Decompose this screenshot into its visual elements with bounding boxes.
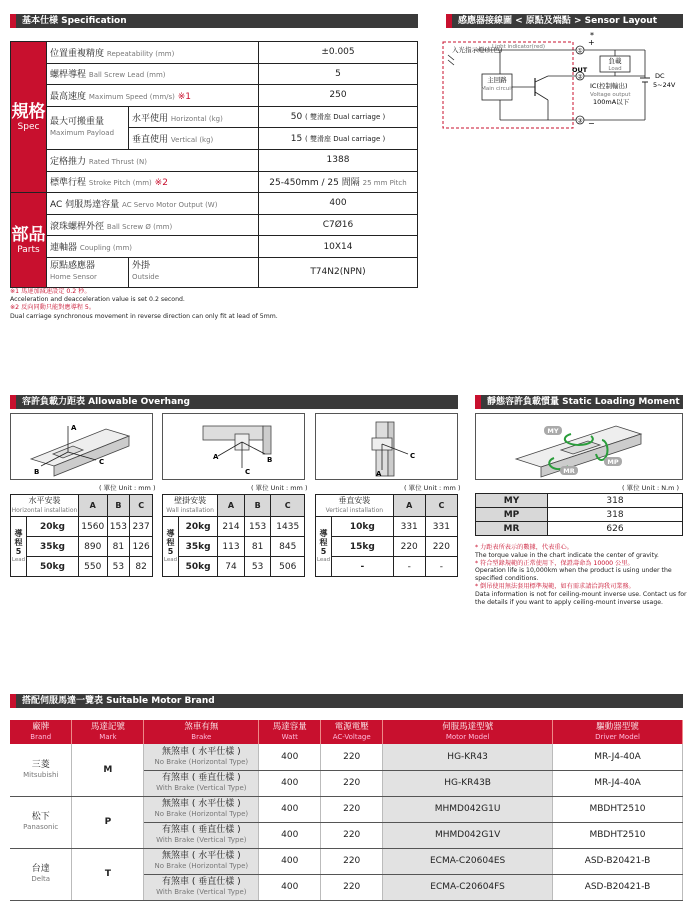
overhang-horizontal-diagram	[10, 413, 153, 480]
driver-model: ASD-B20421-B	[553, 848, 683, 874]
overhang-col-C: C	[271, 495, 305, 517]
overhang-value: 214	[218, 517, 245, 537]
note-2-en: Dual carriage synchronous movement in reverse direction can only fit at lead of 5mm.	[10, 312, 278, 320]
overhang-unit-1: ( 單位 Unit : mm )	[99, 484, 156, 492]
overhang-value: 153	[107, 517, 130, 537]
overhang-wall-header: 壁掛安裝 Wall installation	[163, 495, 218, 517]
motor-watt: 400	[259, 744, 321, 770]
repeatability-value: ±0.005	[258, 42, 417, 64]
light-indicator-en: Light indicator(red)	[492, 44, 545, 50]
motor-model: HG-KR43	[383, 744, 553, 770]
motor-model: HG-KR43B	[383, 770, 553, 796]
svg-text:5~24V: 5~24V	[653, 81, 676, 89]
svg-text:負載: 負載	[608, 57, 622, 65]
spec-section-header: 基本仕様 Specification	[10, 14, 418, 28]
motor-brake: 有煞車 ( 垂直仕樣 ) With Brake (Vertical Type)	[144, 770, 259, 796]
note-1-zh: ※1 馬達加減速設定 0.2 秒。	[10, 288, 91, 295]
svg-text:B: B	[267, 456, 273, 464]
ball-screw-value: C7Ø16	[258, 214, 417, 236]
payload-horizontal-value: 50 ( 雙滑座 Dual carriage )	[258, 106, 417, 128]
spec-side-label	[11, 42, 47, 193]
parts-side-label	[11, 193, 47, 288]
overhang-lead-label: 導程 5 Lead	[11, 517, 27, 577]
overhang-lead-label: 導程 5 Lead	[163, 517, 179, 577]
servo-value: 400	[258, 193, 417, 215]
light-arrows-icon	[448, 55, 454, 65]
motor-volt: 220	[321, 874, 383, 900]
overhang-horizontal-header: 水平安裝 Horizontal installation	[11, 495, 79, 517]
overhang-lead-label: 導程 5 Lead	[316, 517, 332, 577]
main-circuit-en: Main circuit	[481, 86, 513, 92]
light-indicator-label: 入光指示燈(紅色)	[452, 46, 503, 54]
svg-text:C: C	[99, 458, 105, 466]
thrust-label: 定格推力 Rated Thrust (N)	[47, 149, 259, 171]
motor-brake: 無煞車 ( 水平仕樣 ) No Brake (Horizontal Type)	[144, 796, 259, 822]
ball-screw-label: 滾珠螺桿外徑 Ball Screw Ø (mm)	[47, 214, 259, 236]
overhang-value: 506	[271, 557, 305, 577]
overhang-value: 890	[78, 537, 107, 557]
max-speed-label: 最高速度 Maximum Speed (mm/s) ※1	[47, 85, 259, 107]
svg-text:A: A	[71, 424, 77, 432]
motor-model: ECMA-C20604ES	[383, 848, 553, 874]
motor-brake: 有煞車 ( 垂直仕樣 ) With Brake (Vertical Type)	[144, 822, 259, 848]
motor-table	[10, 720, 683, 901]
main-circuit-label: 主回路	[487, 76, 507, 84]
max-speed-value: 250	[258, 85, 417, 107]
svg-text:MP: MP	[607, 458, 619, 466]
static-loading-key: MR	[476, 522, 548, 536]
repeatability-label: 位置重複精度 Repeatability (mm)	[47, 42, 259, 64]
motor-row	[10, 744, 683, 770]
motor-mark: M	[72, 744, 144, 796]
spec-side-en: Spec	[17, 121, 40, 132]
overhang-row	[163, 537, 305, 557]
overhang-value: 331	[393, 517, 425, 537]
motor-section-header: 搭配伺服馬達一覽表 Suitable Motor Brand	[10, 694, 683, 708]
overhang-value: 113	[218, 537, 245, 557]
overhang-row	[163, 557, 305, 577]
driver-model: MBDHT2510	[553, 796, 683, 822]
motor-header-3: 馬達容量 Watt	[259, 720, 321, 744]
payload-horizontal-label: 水平使用 Horizontal (kg)	[129, 106, 259, 128]
overhang-row	[11, 557, 153, 577]
svg-text:①: ①	[577, 47, 583, 55]
overhang-row	[11, 517, 153, 537]
overhang-load: 20kg	[179, 517, 218, 537]
overhang-row	[316, 517, 458, 537]
motor-header-2: 煞車有無 Brake	[144, 720, 259, 744]
overhang-section-header: 容許負載力距表 Allowable Overhang	[10, 395, 458, 409]
overhang-col-A: A	[393, 495, 425, 517]
overhang-value: 331	[425, 517, 457, 537]
overhang-value: 82	[130, 557, 153, 577]
static-loading-value: 626	[548, 522, 683, 536]
svg-text:C: C	[410, 452, 416, 460]
motor-volt: 220	[321, 848, 383, 874]
motor-brand: 三菱 Mitsubishi	[10, 744, 72, 796]
overhang-value: 220	[425, 537, 457, 557]
overhang-value: 237	[130, 517, 153, 537]
motor-volt: 220	[321, 744, 383, 770]
overhang-value: 53	[107, 557, 130, 577]
motor-brake: 無煞車 ( 水平仕樣 ) No Brake (Horizontal Type)	[144, 744, 259, 770]
overhang-row	[11, 537, 153, 557]
coupling-label: 連軸器 Coupling (mm)	[47, 236, 259, 258]
overhang-value: 126	[130, 537, 153, 557]
svg-text:②: ②	[577, 73, 583, 81]
home-sensor-value: T74N2(NPN)	[258, 257, 417, 287]
overhang-value: 550	[78, 557, 107, 577]
svg-text:DC: DC	[655, 72, 665, 80]
overhang-value: 845	[271, 537, 305, 557]
overhang-vertical-diagram	[315, 413, 458, 480]
motor-model: MHMD042G1U	[383, 796, 553, 822]
svg-text:Load: Load	[608, 66, 622, 72]
parts-side-zh: 部品	[11, 224, 46, 245]
stroke-label: 標準行程 Stroke Pitch (mm) ※2	[47, 171, 259, 193]
overhang-horizontal-table	[10, 494, 153, 577]
servo-label: AC 伺服馬達容量 AC Servo Motor Output (W)	[47, 193, 259, 215]
motor-watt: 400	[259, 822, 321, 848]
motor-mark: P	[72, 796, 144, 848]
static-loading-header: 靜態容許負載慣量 Static Loading Moment	[475, 395, 683, 409]
motor-watt: 400	[259, 874, 321, 900]
svg-text:MY: MY	[547, 427, 559, 435]
svg-text:A: A	[376, 470, 382, 478]
note-1-en: Acceleration and deacceleration value is set 0.2 second.	[10, 296, 185, 304]
static-loading-value: 318	[548, 494, 683, 508]
motor-row	[10, 796, 683, 822]
static-loading-row	[476, 508, 683, 522]
motor-watt: 400	[259, 848, 321, 874]
wiring-section-header: 感應器接線圖 < 原點及端點 > Sensor Layout	[446, 14, 683, 28]
overhang-vertical-table	[315, 494, 458, 577]
overhang-value: 74	[218, 557, 245, 577]
overhang-value: 153	[244, 517, 271, 537]
motor-model: MHMD042G1V	[383, 822, 553, 848]
motor-row	[10, 848, 683, 874]
motor-brake: 有煞車 ( 垂直仕樣 ) With Brake (Vertical Type)	[144, 874, 259, 900]
motor-brand: 松下 Panasonic	[10, 796, 72, 848]
stroke-value: 25-450mm / 25 間隔 25 mm Pitch	[258, 171, 417, 193]
overhang-value: 53	[244, 557, 271, 577]
overhang-load: 10kg	[332, 517, 394, 537]
sensor-wiring-diagram	[440, 30, 684, 135]
overhang-load: 35kg	[179, 537, 218, 557]
motor-header-6: 驅動器型號 Driver Model	[553, 720, 683, 744]
overhang-value: 81	[244, 537, 271, 557]
spec-notes	[10, 288, 430, 321]
motor-brake: 無煞車 ( 水平仕樣 ) No Brake (Horizontal Type)	[144, 848, 259, 874]
overhang-col-C: C	[425, 495, 457, 517]
spec-table	[10, 41, 418, 288]
overhang-load: -	[332, 557, 394, 577]
screw-lead-value: 5	[258, 63, 417, 85]
motor-volt: 220	[321, 822, 383, 848]
motor-header-5: 伺服馬達型號 Motor Model	[383, 720, 553, 744]
home-sensor-sub: 外掛 Outside	[129, 257, 259, 287]
driver-model: MR-J4-40A	[553, 770, 683, 796]
static-loading-value: 318	[548, 508, 683, 522]
static-loading-notes: * 力距表所表示的數據，代表重心。 The torque value in the chart indicate the center of gravity. * 符合型錄規範的正常使用下，保證壽命為 10000 公里。 Operation life is 10,000km when the product is using under the specified conditions. * 倒吊使用無法套用標準規範，如有需求請洽詢我司業務。 Data information is not for ceiling-mount inverse use. Contact us for the details if you want to apply ceiling-mount inverse usage.	[475, 544, 687, 606]
static-loading-key: MP	[476, 508, 548, 522]
driver-model: ASD-B20421-B	[553, 874, 683, 900]
static-loading-row	[476, 522, 683, 536]
note-2-zh: ※2 反向同動只能對應導程 5。	[10, 304, 96, 312]
driver-model: MR-J4-40A	[553, 744, 683, 770]
payload-vertical-value: 15 ( 雙滑座 Dual carriage )	[258, 128, 417, 150]
svg-text:MR: MR	[563, 467, 575, 475]
svg-text:A: A	[213, 453, 219, 461]
overhang-col-A: A	[218, 495, 245, 517]
svg-text:OUT: OUT	[572, 66, 588, 74]
overhang-load: 15kg	[332, 537, 394, 557]
overhang-value: 1560	[78, 517, 107, 537]
motor-model: ECMA-C20604FS	[383, 874, 553, 900]
svg-text:B: B	[34, 468, 40, 476]
driver-model: MBDHT2510	[553, 822, 683, 848]
svg-text:−: −	[588, 119, 595, 128]
thrust-value: 1388	[258, 149, 417, 171]
motor-watt: 400	[259, 796, 321, 822]
parts-side-en: Parts	[17, 244, 40, 255]
motor-volt: 220	[321, 770, 383, 796]
static-loading-table	[475, 493, 683, 536]
motor-volt: 220	[321, 796, 383, 822]
overhang-row	[163, 517, 305, 537]
payload-vertical-label: 垂直使用 Vertical (kg)	[129, 128, 259, 150]
home-sensor-label: 原點感應器 Home Sensor	[47, 257, 129, 287]
motor-mark: T	[72, 848, 144, 900]
motor-header-1: 馬達記號 Mark	[72, 720, 144, 744]
overhang-value: -	[393, 557, 425, 577]
spec-side-zh: 規格	[11, 101, 46, 122]
static-loading-diagram	[475, 413, 683, 480]
static-loading-row	[476, 494, 683, 508]
overhang-wall-table	[162, 494, 305, 577]
overhang-value: -	[425, 557, 457, 577]
motor-header-row	[10, 720, 683, 744]
static-loading-unit: ( 單位 Unit : N.m )	[622, 484, 680, 492]
payload-label: 最大可搬重量 Maximum Payload	[47, 106, 129, 149]
overhang-load: 20kg	[27, 517, 79, 537]
svg-text:IC(控制輸出): IC(控制輸出)	[590, 82, 628, 90]
svg-text:100mA以下: 100mA以下	[593, 98, 630, 106]
svg-text:Voltage output: Voltage output	[590, 92, 631, 98]
motor-header-4: 電源電壓 AC-Voltage	[321, 720, 383, 744]
overhang-value: 220	[393, 537, 425, 557]
overhang-unit-3: ( 單位 Unit : mm )	[404, 484, 461, 492]
overhang-load: 50kg	[179, 557, 218, 577]
svg-text:③: ③	[577, 117, 583, 125]
svg-text:*: *	[590, 31, 594, 40]
overhang-unit-2: ( 單位 Unit : mm )	[251, 484, 308, 492]
motor-header-0: 廠牌 Brand	[10, 720, 72, 744]
overhang-wall-diagram	[162, 413, 305, 480]
overhang-col-A: A	[78, 495, 107, 517]
static-loading-key: MY	[476, 494, 548, 508]
overhang-value: 81	[107, 537, 130, 557]
screw-lead-label: 螺桿導程 Ball Screw Lead (mm)	[47, 63, 259, 85]
overhang-col-C: C	[130, 495, 153, 517]
coupling-value: 10X14	[258, 236, 417, 258]
motor-brand: 台達 Delta	[10, 848, 72, 900]
overhang-vertical-header: 垂直安裝 Vertical installation	[316, 495, 394, 517]
motor-watt: 400	[259, 770, 321, 796]
svg-text:C: C	[245, 468, 251, 476]
overhang-col-B: B	[244, 495, 271, 517]
overhang-value: 1435	[271, 517, 305, 537]
overhang-col-B: B	[107, 495, 130, 517]
svg-text:+: +	[588, 38, 595, 47]
overhang-load: 35kg	[27, 537, 79, 557]
overhang-load: 50kg	[27, 557, 79, 577]
overhang-row	[316, 537, 458, 557]
overhang-row	[316, 557, 458, 577]
